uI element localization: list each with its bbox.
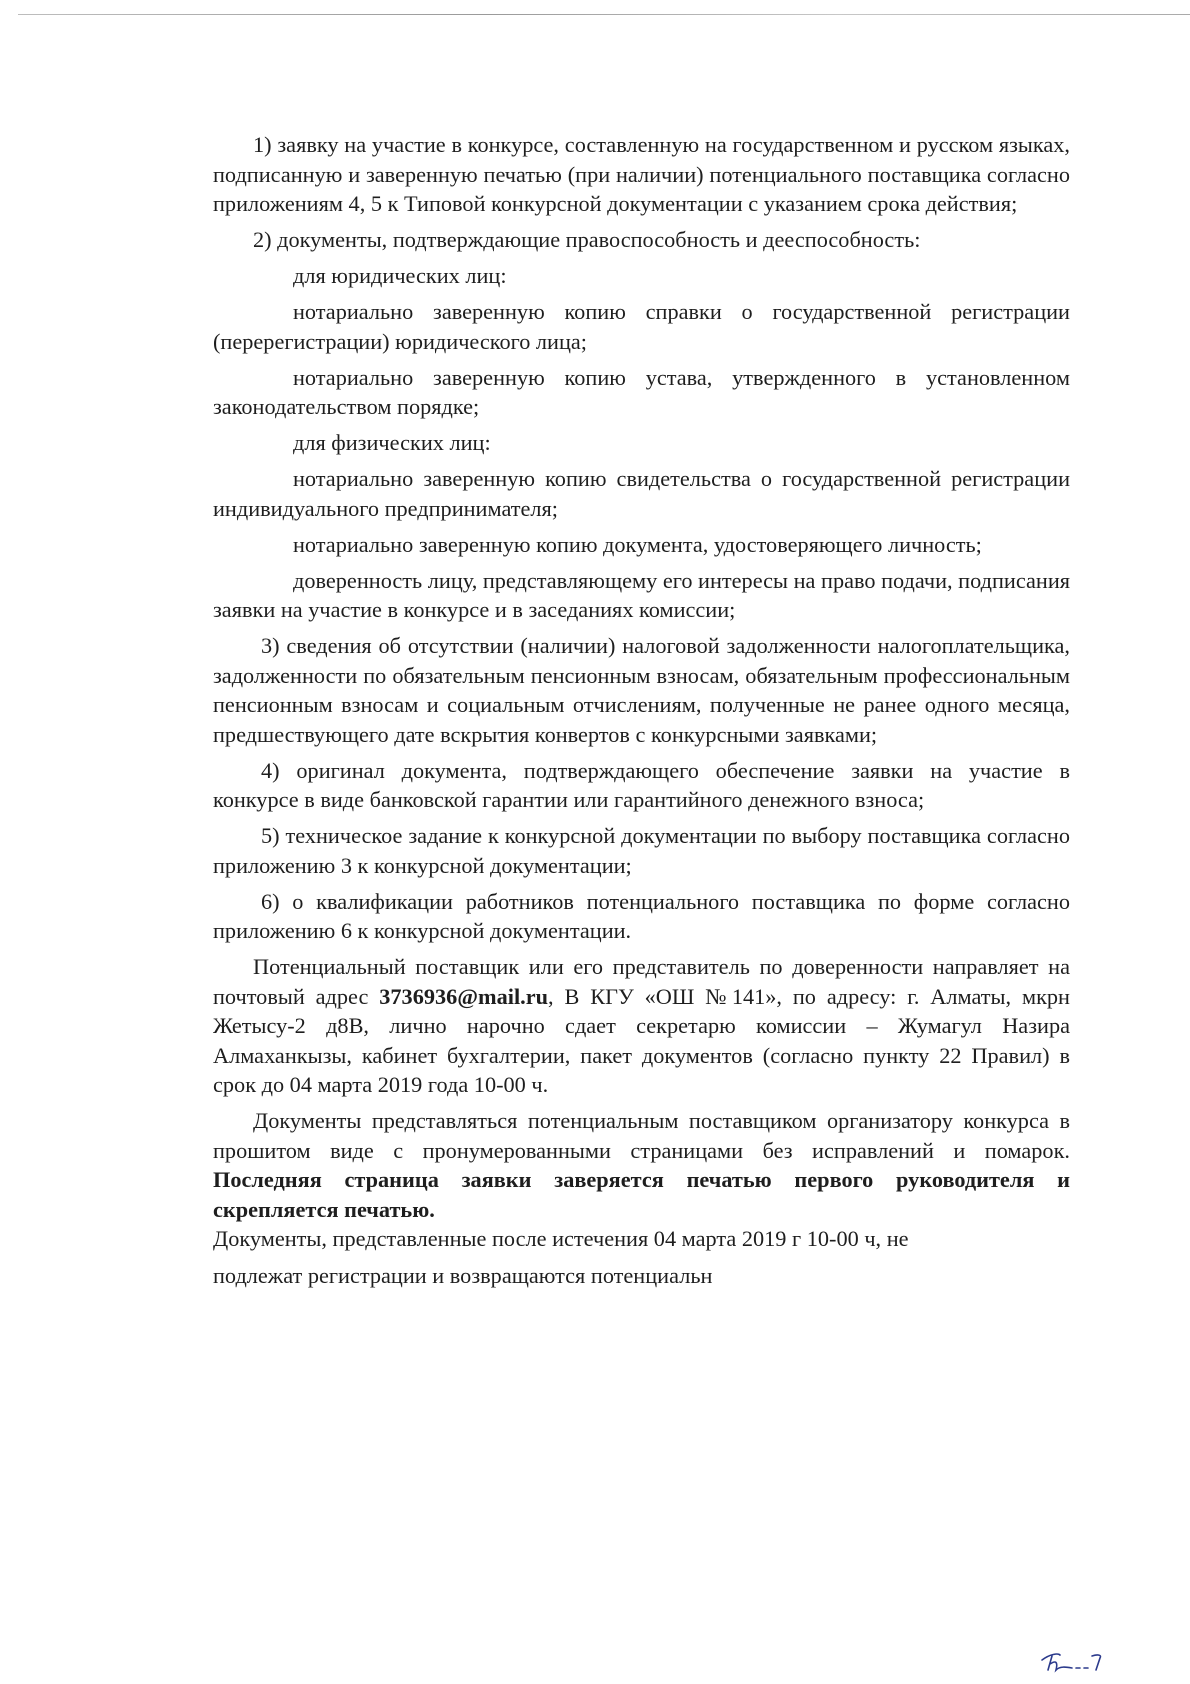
format-note-bold: Последняя страница заявки заверяется печатью первого руководителя и скрепляется печатью. — [213, 1167, 1070, 1222]
item-4-bid-security: 4) оригинал документа, подтверждающего обеспечение заявки на участие в конкурсе в виде банковской гарантии или гарантийного денежного взноса; — [213, 757, 1070, 812]
deadline-note-line-2: подлежат регистрации и возвращаются потенциальн — [213, 1262, 713, 1288]
item-2-legal-capacity: 2) документы, подтверждающие правоспособность и дееспособность: — [253, 227, 921, 252]
submission-text-start: Потенциальный поставщик или его представитель по доверенности направляет на почтовый адрес — [213, 954, 1070, 1009]
item-6-staff-qualification: 6) о квалификации работников потенциального поставщика по форме согласно приложению 6 к конкурсной документации. — [213, 888, 1070, 943]
email-address: 3736936@mail.ru — [379, 983, 549, 1009]
item-5-technical-specification: 5) техническое задание к конкурсной документации по выбору поставщика согласно приложению 3 к конкурсной документации; — [213, 823, 1070, 878]
submission-paragraph — [213, 952, 1070, 1100]
scan-edge-line — [18, 14, 1190, 15]
entrepreneur-certificate-copy: нотариально заверенную копию свидетельства о государственной регистрации индивидуального предпринимателя; — [213, 466, 1070, 521]
item-3-tax-debt-info: 3) сведения об отсутствии (наличии) налоговой задолженности налогоплательщика, задолженности по обязательным пенсионным взносам, обязательным профессиональным пенсионным взносам и социальным отчислениям, полученные не ранее одного месяца, предшествующего дате вскрытия конвертов с конкурсными заявками; — [213, 633, 1070, 747]
item-1-application: 1) заявку на участие в конкурсе, составленную на государственном и русском языках, подписанную и заверенную печатью (при наличии) потенциального поставщика согласно приложениям 4, 5 к Типовой конкурсной документации с указанием срока действия; — [213, 132, 1070, 216]
format-note-paragraph — [213, 1106, 1070, 1224]
charter-copy: нотариально заверенную копию устава, утвержденного в установленном законодательством порядке; — [213, 364, 1070, 419]
document-page — [213, 130, 1070, 1297]
handwritten-signature-icon — [1038, 1648, 1108, 1674]
power-of-attorney: доверенность лицу, представляющему его интересы на право подачи, подписания заявки на участие в конкурсе и в заседаниях комиссии; — [213, 567, 1071, 622]
legal-entities-heading: для юридических лиц: — [293, 263, 507, 288]
submission-text-end: , В КГУ «ОШ №141», по адресу: г. Алматы, мкрн Жетысу-2 д8В, лично нарочно сдает секретарю комиссии – Жумагул Назира Алмаханкызы, кабинет бухгалтерии, пакет документов (согласно пункту 22 Правил) в срок до 04 марта 2019 года 10-00 ч. — [213, 983, 1070, 1097]
format-note-text: Документы представляться потенциальным поставщиком организатору конкурса в прошитом виде с пронумерованными страницами без исправлений и помарок. — [213, 1108, 1070, 1163]
identity-document-copy: нотариально заверенную копию документа, удостоверяющего личность; — [293, 531, 982, 557]
deadline-note-line-1: Документы, представленные после истечения 04 марта 2019 г 10-00 ч, не — [213, 1226, 909, 1251]
individuals-heading: для физических лиц: — [293, 430, 491, 455]
legal-registration-copy: нотариально заверенную копию справки о государственной регистрации (перерегистрации) юридического лица; — [213, 299, 1070, 354]
